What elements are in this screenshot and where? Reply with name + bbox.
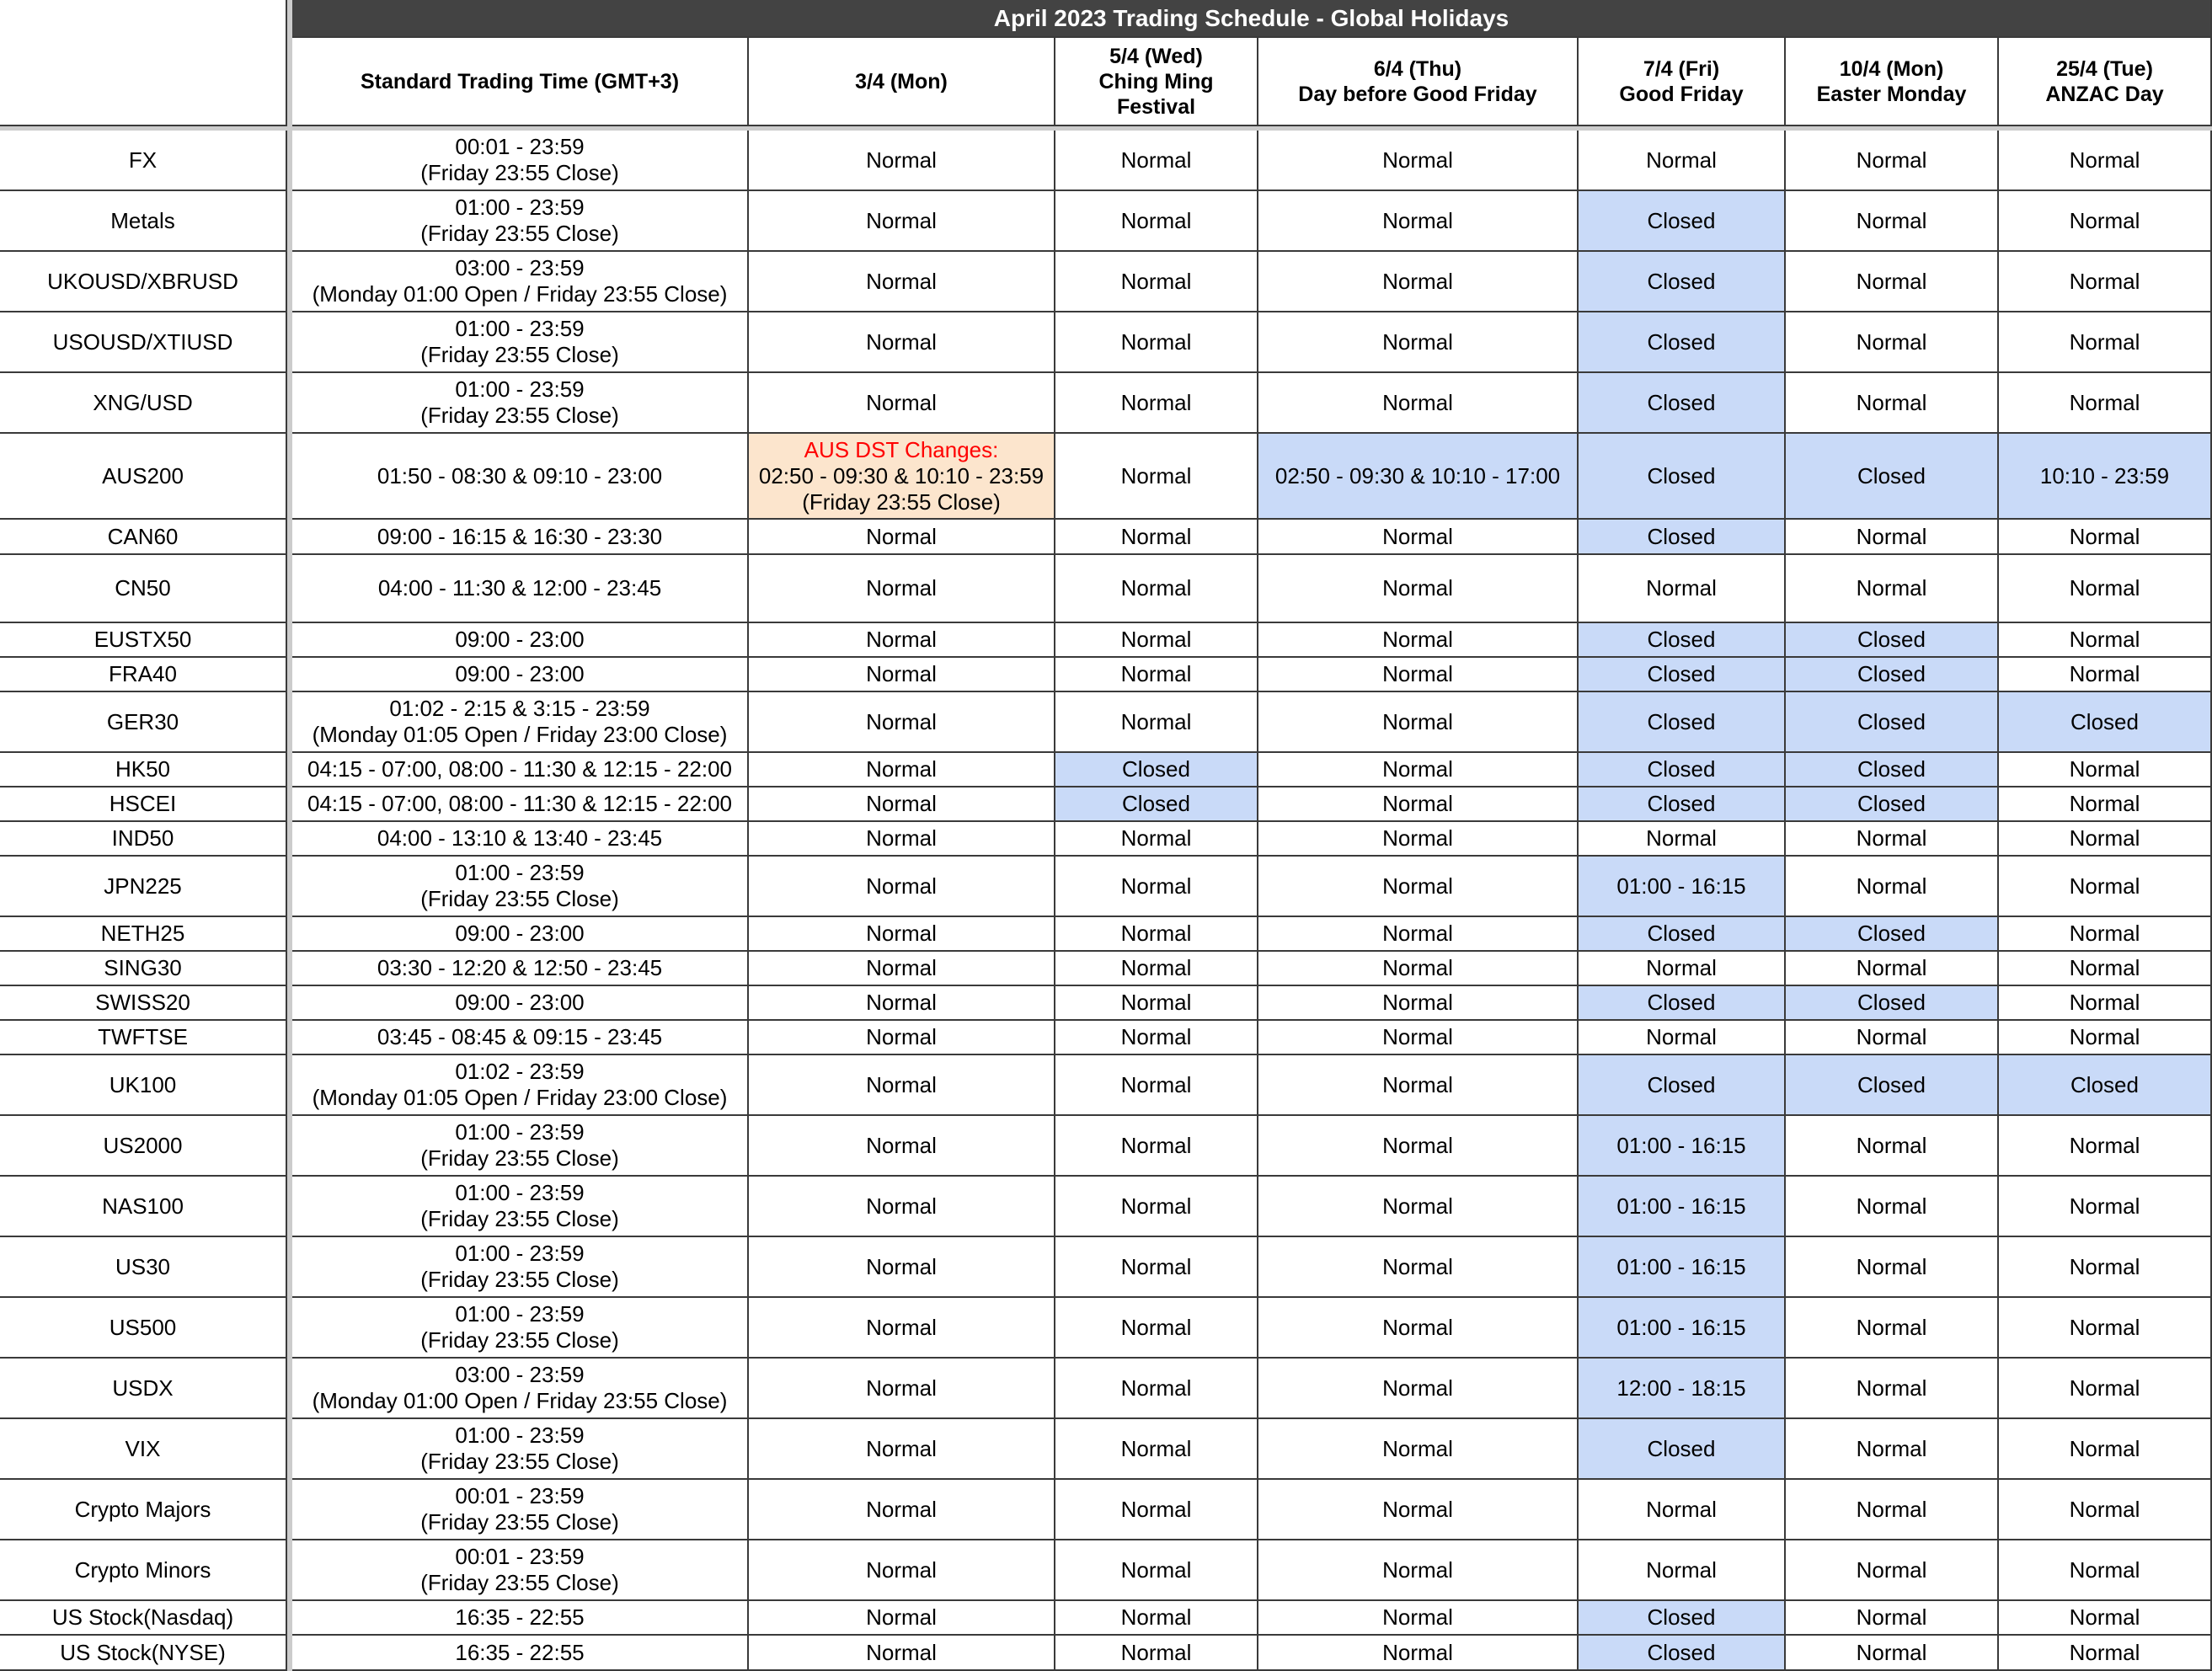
- status-cell: Closed: [1579, 434, 1786, 520]
- status-cell: 01:00 - 16:15: [1579, 1177, 1786, 1237]
- status-cell: Normal: [749, 917, 1055, 952]
- dst-heading: AUS DST Changes:: [804, 436, 999, 462]
- status-cell: Normal: [749, 373, 1055, 434]
- status-cell: Normal: [1055, 520, 1258, 555]
- status-cell: Normal: [1258, 658, 1579, 692]
- status-cell: Normal: [1786, 822, 1999, 857]
- standard-time-cell: 01:00 - 23:59 (Friday 23:55 Close): [292, 312, 749, 373]
- status-cell: Normal: [1579, 952, 1786, 986]
- status-cell: Closed: [1786, 986, 1999, 1021]
- standard-time-cell: 01:02 - 2:15 & 3:15 - 23:59 (Monday 01:05 Open / Friday 23:00 Close): [292, 692, 749, 753]
- standard-time-cell: 01:00 - 23:59 (Friday 23:55 Close): [292, 1116, 749, 1177]
- symbol-cell: US Stock(Nasdaq): [0, 1601, 287, 1636]
- status-cell: Normal: [1055, 1480, 1258, 1540]
- status-cell: Normal: [1999, 1359, 2212, 1419]
- status-cell: Normal: [1786, 373, 1999, 434]
- symbol-cell: TWFTSE: [0, 1021, 287, 1055]
- status-cell: Normal: [1999, 787, 2212, 822]
- status-cell: Closed: [1579, 252, 1786, 312]
- status-cell: Normal: [1999, 520, 2212, 555]
- symbol-cell: FX: [0, 131, 287, 191]
- status-cell: Normal: [749, 1116, 1055, 1177]
- status-cell: Normal: [1258, 822, 1579, 857]
- status-cell: Closed: [1579, 373, 1786, 434]
- status-cell: Normal: [1999, 1480, 2212, 1540]
- status-cell: Normal: [749, 1237, 1055, 1298]
- status-cell: Normal: [1579, 1540, 1786, 1601]
- standard-time-cell: 00:01 - 23:59 (Friday 23:55 Close): [292, 1540, 749, 1601]
- symbol-cell: HSCEI: [0, 787, 287, 822]
- status-cell: Normal: [1258, 1116, 1579, 1177]
- status-cell: Normal: [1999, 623, 2212, 658]
- standard-time-cell: 01:00 - 23:59 (Friday 23:55 Close): [292, 1177, 749, 1237]
- status-cell: Closed: [1786, 787, 1999, 822]
- standard-time-cell: 09:00 - 23:00: [292, 986, 749, 1021]
- status-cell: Normal: [1786, 555, 1999, 623]
- status-cell: Normal: [749, 1298, 1055, 1359]
- symbol-cell: USDX: [0, 1359, 287, 1419]
- status-cell: Normal: [1999, 753, 2212, 787]
- dst-note: [759, 437, 1044, 515]
- symbol-cell: XNG/USD: [0, 373, 287, 434]
- status-cell: Closed: [1999, 1055, 2212, 1116]
- status-cell: Normal: [1055, 917, 1258, 952]
- column-header-2: 3/4 (Mon): [749, 38, 1055, 126]
- status-cell: Normal: [1258, 1480, 1579, 1540]
- symbol-cell: JPN225: [0, 857, 287, 917]
- status-cell: Normal: [1055, 857, 1258, 917]
- status-cell: Normal: [1258, 1419, 1579, 1480]
- status-cell: Normal: [1055, 1021, 1258, 1055]
- status-cell: Closed: [1786, 753, 1999, 787]
- status-cell: Closed: [1579, 658, 1786, 692]
- status-cell: Normal: [1999, 1636, 2212, 1671]
- symbol-cell: NETH25: [0, 917, 287, 952]
- status-cell: Normal: [749, 555, 1055, 623]
- status-cell: Closed: [1579, 753, 1786, 787]
- status-cell: Normal: [1579, 1021, 1786, 1055]
- status-cell: Normal: [1786, 191, 1999, 252]
- symbol-cell: EUSTX50: [0, 623, 287, 658]
- status-cell: Normal: [1999, 917, 2212, 952]
- status-cell: Normal: [1579, 1480, 1786, 1540]
- status-cell: 01:00 - 16:15: [1579, 1116, 1786, 1177]
- standard-time-cell: 16:35 - 22:55: [292, 1636, 749, 1671]
- status-cell: Normal: [1055, 312, 1258, 373]
- status-cell: 12:00 - 18:15: [1579, 1359, 1786, 1419]
- status-cell: Normal: [749, 1636, 1055, 1671]
- standard-time-cell: 04:15 - 07:00, 08:00 - 11:30 & 12:15 - 22:00: [292, 753, 749, 787]
- status-cell: Normal: [1258, 986, 1579, 1021]
- status-cell: Normal: [1258, 252, 1579, 312]
- status-cell: Normal: [1786, 1601, 1999, 1636]
- status-cell: Normal: [1999, 1419, 2212, 1480]
- status-cell: Normal: [749, 520, 1055, 555]
- status-cell: Normal: [1258, 1540, 1579, 1601]
- standard-time-cell: 09:00 - 23:00: [292, 917, 749, 952]
- status-cell: Normal: [1999, 373, 2212, 434]
- status-cell: Normal: [1999, 1540, 2212, 1601]
- status-cell: Normal: [1999, 658, 2212, 692]
- status-cell: [749, 434, 1055, 520]
- status-cell: Normal: [1055, 373, 1258, 434]
- status-cell: Normal: [1579, 555, 1786, 623]
- column-header-4: 6/4 (Thu) Day before Good Friday: [1258, 38, 1579, 126]
- column-header-5: 7/4 (Fri) Good Friday: [1579, 38, 1786, 126]
- standard-time-cell: 01:50 - 08:30 & 09:10 - 23:00: [292, 434, 749, 520]
- status-cell: Normal: [1055, 1540, 1258, 1601]
- status-cell: Normal: [1579, 131, 1786, 191]
- status-cell: Closed: [1579, 787, 1786, 822]
- status-cell: 01:00 - 16:15: [1579, 1298, 1786, 1359]
- status-cell: Normal: [1786, 1237, 1999, 1298]
- status-cell: Normal: [1786, 1298, 1999, 1359]
- status-cell: Normal: [1999, 1021, 2212, 1055]
- status-cell: Normal: [749, 312, 1055, 373]
- status-cell: Normal: [1055, 1177, 1258, 1237]
- standard-time-cell: 09:00 - 23:00: [292, 623, 749, 658]
- symbol-cell: USOUSD/XTIUSD: [0, 312, 287, 373]
- symbol-cell: VIX: [0, 1419, 287, 1480]
- status-cell: Normal: [1999, 1298, 2212, 1359]
- status-cell: 10:10 - 23:59: [1999, 434, 2212, 520]
- status-cell: Normal: [1258, 1298, 1579, 1359]
- standard-time-cell: 01:00 - 23:59 (Friday 23:55 Close): [292, 857, 749, 917]
- status-cell: Normal: [749, 1480, 1055, 1540]
- status-cell: Normal: [1786, 1359, 1999, 1419]
- status-cell: Normal: [1055, 1636, 1258, 1671]
- status-cell: Normal: [1258, 555, 1579, 623]
- dst-hours: 02:50 - 09:30 & 10:10 - 23:59 (Friday 23:55 Close): [758, 462, 1045, 515]
- status-cell: Normal: [749, 1601, 1055, 1636]
- status-cell: Normal: [749, 952, 1055, 986]
- status-cell: Closed: [1579, 1636, 1786, 1671]
- status-cell: Normal: [749, 1177, 1055, 1237]
- status-cell: Closed: [1786, 692, 1999, 753]
- status-cell: Normal: [1258, 692, 1579, 753]
- symbol-cell: SWISS20: [0, 986, 287, 1021]
- column-header-1: Standard Trading Time (GMT+3): [292, 38, 749, 126]
- status-cell: Normal: [1579, 822, 1786, 857]
- status-cell: Closed: [1786, 917, 1999, 952]
- status-cell: Closed: [1579, 623, 1786, 658]
- status-cell: Normal: [749, 191, 1055, 252]
- symbol-cell: CN50: [0, 555, 287, 623]
- standard-time-cell: 01:00 - 23:59 (Friday 23:55 Close): [292, 191, 749, 252]
- status-cell: Normal: [1999, 1601, 2212, 1636]
- status-cell: Normal: [1055, 986, 1258, 1021]
- status-cell: Closed: [1786, 434, 1999, 520]
- status-cell: 02:50 - 09:30 & 10:10 - 17:00: [1258, 434, 1579, 520]
- status-cell: Normal: [1258, 191, 1579, 252]
- status-cell: Normal: [749, 753, 1055, 787]
- standard-time-cell: 03:45 - 08:45 & 09:15 - 23:45: [292, 1021, 749, 1055]
- standard-time-cell: 03:30 - 12:20 & 12:50 - 23:45: [292, 952, 749, 986]
- status-cell: Normal: [1258, 373, 1579, 434]
- status-cell: Normal: [1999, 986, 2212, 1021]
- status-cell: Normal: [1055, 692, 1258, 753]
- symbol-cell: UK100: [0, 1055, 287, 1116]
- status-cell: Normal: [1258, 1177, 1579, 1237]
- status-cell: Normal: [1999, 1116, 2212, 1177]
- status-cell: Normal: [1055, 252, 1258, 312]
- status-cell: Normal: [1055, 434, 1258, 520]
- status-cell: Normal: [1999, 191, 2212, 252]
- symbol-cell: Metals: [0, 191, 287, 252]
- status-cell: Normal: [749, 252, 1055, 312]
- standard-time-cell: 01:00 - 23:59 (Friday 23:55 Close): [292, 1419, 749, 1480]
- status-cell: Normal: [1258, 857, 1579, 917]
- corner-cell: [0, 0, 287, 126]
- status-cell: Normal: [1999, 1177, 2212, 1237]
- standard-time-cell: 01:00 - 23:59 (Friday 23:55 Close): [292, 373, 749, 434]
- standard-time-cell: 00:01 - 23:59 (Friday 23:55 Close): [292, 1480, 749, 1540]
- status-cell: Closed: [1579, 520, 1786, 555]
- status-cell: Normal: [749, 658, 1055, 692]
- status-cell: Normal: [1055, 555, 1258, 623]
- column-header-6: 10/4 (Mon) Easter Monday: [1786, 38, 1999, 126]
- status-cell: Normal: [1786, 131, 1999, 191]
- status-cell: Normal: [1055, 1298, 1258, 1359]
- status-cell: Normal: [749, 623, 1055, 658]
- status-cell: 01:00 - 16:15: [1579, 857, 1786, 917]
- status-cell: Normal: [1055, 658, 1258, 692]
- standard-time-cell: 09:00 - 23:00: [292, 658, 749, 692]
- status-cell: Closed: [1999, 692, 2212, 753]
- status-cell: Normal: [1786, 520, 1999, 555]
- status-cell: Normal: [1055, 623, 1258, 658]
- status-cell: Closed: [1579, 986, 1786, 1021]
- standard-time-cell: 01:00 - 23:59 (Friday 23:55 Close): [292, 1298, 749, 1359]
- status-cell: Normal: [1258, 1359, 1579, 1419]
- status-cell: Normal: [1999, 952, 2212, 986]
- status-cell: Normal: [1786, 1177, 1999, 1237]
- status-cell: Normal: [1258, 1601, 1579, 1636]
- status-cell: Normal: [1258, 952, 1579, 986]
- status-cell: Normal: [1786, 857, 1999, 917]
- status-cell: Normal: [749, 986, 1055, 1021]
- status-cell: Normal: [1258, 917, 1579, 952]
- status-cell: Normal: [1055, 952, 1258, 986]
- symbol-cell: GER30: [0, 692, 287, 753]
- status-cell: Normal: [1258, 520, 1579, 555]
- status-cell: Normal: [1786, 1116, 1999, 1177]
- symbol-cell: US30: [0, 1237, 287, 1298]
- status-cell: Normal: [1258, 1636, 1579, 1671]
- status-cell: Normal: [1258, 1237, 1579, 1298]
- status-cell: Normal: [1258, 312, 1579, 373]
- status-cell: Closed: [1579, 1601, 1786, 1636]
- symbol-cell: US2000: [0, 1116, 287, 1177]
- standard-time-cell: 00:01 - 23:59 (Friday 23:55 Close): [292, 131, 749, 191]
- status-cell: Normal: [1999, 131, 2212, 191]
- symbol-cell: AUS200: [0, 434, 287, 520]
- status-cell: Closed: [1786, 658, 1999, 692]
- status-cell: Normal: [749, 1359, 1055, 1419]
- status-cell: Normal: [1055, 131, 1258, 191]
- status-cell: Normal: [1258, 131, 1579, 191]
- status-cell: Normal: [1786, 312, 1999, 373]
- standard-time-cell: 03:00 - 23:59 (Monday 01:00 Open / Friday 23:55 Close): [292, 1359, 749, 1419]
- status-cell: Normal: [1999, 1237, 2212, 1298]
- status-cell: Closed: [1786, 623, 1999, 658]
- status-cell: Normal: [749, 1419, 1055, 1480]
- standard-time-cell: 16:35 - 22:55: [292, 1601, 749, 1636]
- standard-time-cell: 09:00 - 16:15 & 16:30 - 23:30: [292, 520, 749, 555]
- status-cell: Normal: [1999, 312, 2212, 373]
- symbol-cell: CAN60: [0, 520, 287, 555]
- status-cell: Normal: [1258, 1055, 1579, 1116]
- symbol-cell: SING30: [0, 952, 287, 986]
- status-cell: Normal: [1786, 1021, 1999, 1055]
- symbol-cell: US Stock(NYSE): [0, 1636, 287, 1671]
- status-cell: Normal: [1055, 822, 1258, 857]
- status-cell: Closed: [1579, 1419, 1786, 1480]
- status-cell: Normal: [1055, 191, 1258, 252]
- status-cell: Normal: [749, 131, 1055, 191]
- column-header-7: 25/4 (Tue) ANZAC Day: [1999, 38, 2212, 126]
- status-cell: Normal: [1786, 1480, 1999, 1540]
- standard-time-cell: 01:00 - 23:59 (Friday 23:55 Close): [292, 1237, 749, 1298]
- status-cell: Normal: [1786, 952, 1999, 986]
- status-cell: Normal: [1258, 753, 1579, 787]
- status-cell: Normal: [1258, 623, 1579, 658]
- status-cell: Closed: [1055, 753, 1258, 787]
- status-cell: Normal: [749, 1021, 1055, 1055]
- status-cell: Closed: [1579, 917, 1786, 952]
- symbol-cell: IND50: [0, 822, 287, 857]
- symbol-cell: US500: [0, 1298, 287, 1359]
- status-cell: Normal: [749, 787, 1055, 822]
- status-cell: Closed: [1579, 312, 1786, 373]
- symbol-cell: UKOUSD/XBRUSD: [0, 252, 287, 312]
- status-cell: Normal: [1999, 857, 2212, 917]
- status-cell: Normal: [1999, 252, 2212, 312]
- status-cell: Closed: [1579, 1055, 1786, 1116]
- status-cell: Normal: [1055, 1419, 1258, 1480]
- status-cell: Normal: [749, 1540, 1055, 1601]
- status-cell: Normal: [1258, 1021, 1579, 1055]
- symbol-cell: Crypto Minors: [0, 1540, 287, 1601]
- standard-time-cell: 04:00 - 13:10 & 13:40 - 23:45: [292, 822, 749, 857]
- status-cell: Normal: [749, 692, 1055, 753]
- symbol-cell: Crypto Majors: [0, 1480, 287, 1540]
- status-cell: Normal: [1786, 252, 1999, 312]
- symbol-cell: NAS100: [0, 1177, 287, 1237]
- status-cell: Closed: [1579, 191, 1786, 252]
- status-cell: 01:00 - 16:15: [1579, 1237, 1786, 1298]
- symbol-cell: HK50: [0, 753, 287, 787]
- status-cell: Normal: [1055, 1601, 1258, 1636]
- status-cell: Normal: [1258, 787, 1579, 822]
- status-cell: Normal: [1999, 822, 2212, 857]
- status-cell: Normal: [749, 822, 1055, 857]
- standard-time-cell: 01:02 - 23:59 (Monday 01:05 Open / Friday 23:00 Close): [292, 1055, 749, 1116]
- status-cell: Normal: [1786, 1636, 1999, 1671]
- status-cell: Normal: [1055, 1237, 1258, 1298]
- status-cell: Closed: [1055, 787, 1258, 822]
- status-cell: Normal: [1055, 1116, 1258, 1177]
- status-cell: Normal: [749, 857, 1055, 917]
- status-cell: Normal: [1055, 1359, 1258, 1419]
- status-cell: Normal: [1786, 1540, 1999, 1601]
- status-cell: Normal: [1055, 1055, 1258, 1116]
- status-cell: Closed: [1579, 692, 1786, 753]
- symbol-cell: FRA40: [0, 658, 287, 692]
- standard-time-cell: 04:15 - 07:00, 08:00 - 11:30 & 12:15 - 22:00: [292, 787, 749, 822]
- column-header-3: 5/4 (Wed) Ching Ming Festival: [1055, 38, 1258, 126]
- status-cell: Normal: [1999, 555, 2212, 623]
- status-cell: Closed: [1786, 1055, 1999, 1116]
- standard-time-cell: 04:00 - 11:30 & 12:00 - 23:45: [292, 555, 749, 623]
- standard-time-cell: 03:00 - 23:59 (Monday 01:00 Open / Friday 23:55 Close): [292, 252, 749, 312]
- status-cell: Normal: [749, 1055, 1055, 1116]
- status-cell: Normal: [1786, 1419, 1999, 1480]
- table-title: April 2023 Trading Schedule - Global Holidays: [292, 0, 2212, 38]
